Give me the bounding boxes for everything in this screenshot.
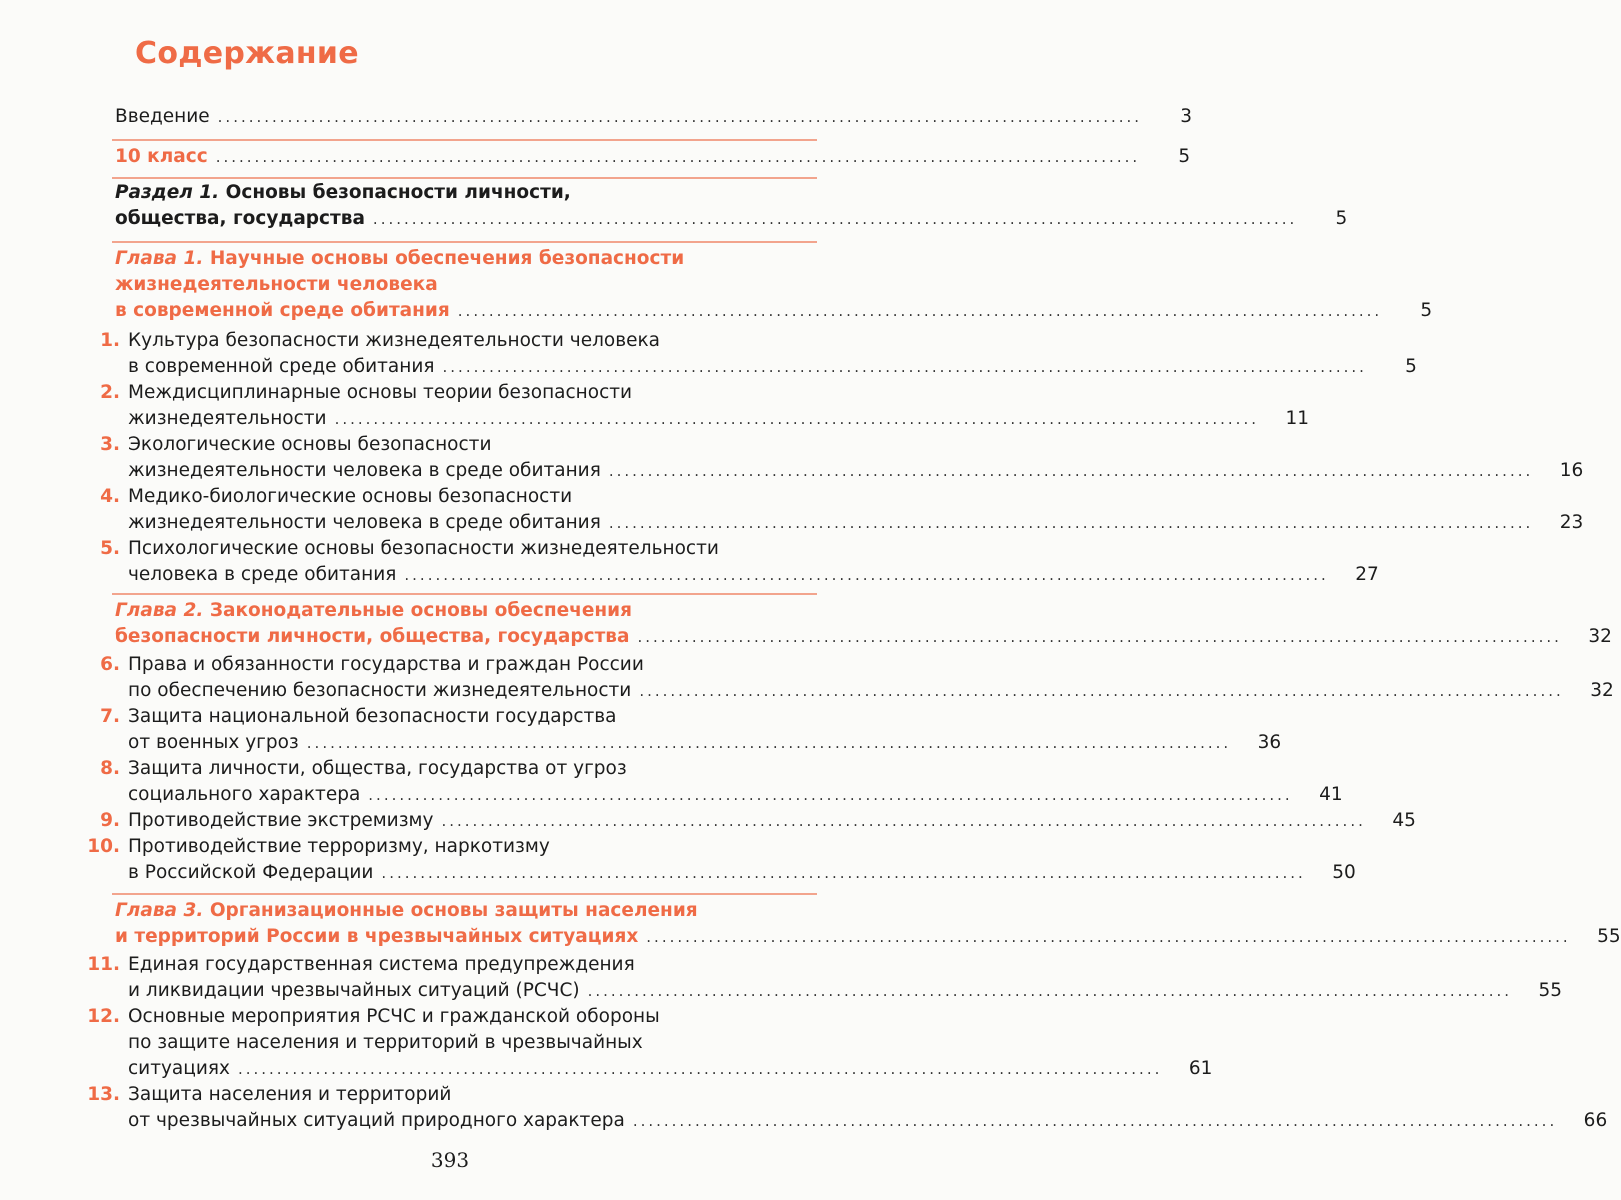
item-number: 1. [100, 330, 120, 351]
leader-dots: ....................................................................................................................... [381, 864, 1306, 882]
toc-item-4-line2[interactable] [128, 510, 1584, 536]
divider [112, 893, 817, 895]
item-title-line: ситуациях [128, 1058, 230, 1079]
chapter-title-line1: Научные основы обеспечения безопасности [209, 248, 685, 269]
item-number: 7. [100, 706, 120, 727]
leader-dots: ....................................................................................................................... [368, 786, 1293, 804]
item-title-line: Медико-биологические основы безопасности [128, 486, 573, 507]
item-number: 12. [87, 1006, 120, 1027]
toc-item-4-line1[interactable] [128, 484, 815, 510]
entry-page: 61 [1188, 1058, 1213, 1079]
item-title-line: Права и обязанности государства и граждан России [128, 654, 644, 675]
toc-item-12-line3[interactable] [128, 1056, 1213, 1082]
leader-dots: ....................................................................................................................... [637, 628, 1562, 646]
item-title-line: человека в среде обитания [128, 564, 397, 585]
item-title-line: и ликвидации чрезвычайных ситуаций (РСЧС) [128, 980, 580, 1001]
toc-item-6-line2[interactable] [128, 678, 1614, 704]
chapter-title-line2: и территорий России в чрезвычайных ситуациях [115, 926, 639, 947]
chapter-title-line2: безопасности личности, общества, государства [115, 626, 630, 647]
chapter-title-line3: в современной среде обитания [115, 300, 450, 321]
item-title-line: Междисциплинарные основы теории безопасности [128, 382, 633, 403]
leader-dots: ....................................................................................................................... [306, 734, 1232, 752]
leader-dots: ....................................................................................................................... [404, 566, 1329, 584]
item-title-line: по обеспечению безопасности жизнедеятельности [128, 680, 632, 701]
toc-item-2-line1[interactable] [128, 380, 815, 406]
toc-chapter2-line1[interactable] [115, 598, 815, 624]
entry-page: 23 [1559, 512, 1584, 533]
entry-page: 5 [1178, 146, 1191, 167]
toc-entry-grade[interactable] [115, 144, 1191, 170]
toc-item-7-line1[interactable] [128, 704, 815, 730]
toc-chapter3-line2[interactable] [115, 924, 1621, 950]
toc-entry-intro[interactable] [115, 104, 1193, 130]
item-title-line: Экологические основы безопасности [128, 434, 492, 455]
leader-dots: ....................................................................................................................... [441, 812, 1366, 830]
item-title-line: жизнедеятельности [128, 408, 327, 429]
entry-page: 11 [1285, 408, 1309, 429]
toc-item-7-line2[interactable] [128, 730, 1282, 756]
leader-dots: ....................................................................................................................... [217, 108, 1143, 126]
toc-item-6-line1[interactable] [128, 652, 815, 678]
toc-chapter1-line1[interactable] [115, 246, 815, 272]
toc-item-2-line2[interactable] [128, 406, 1309, 432]
entry-page: 5 [1420, 300, 1433, 321]
entry-page: 50 [1332, 862, 1356, 883]
toc-item-3-line1[interactable] [128, 432, 815, 458]
item-title-line: по защите населения и территорий в чрезвычайных [128, 1032, 643, 1053]
divider [112, 139, 817, 141]
item-title-line: Психологические основы безопасности жизнедеятельности [128, 538, 719, 559]
toc-item-3-line2[interactable] [128, 458, 1584, 484]
leader-dots: ....................................................................................................................... [442, 358, 1367, 376]
leader-dots: ....................................................................................................................... [237, 1060, 1163, 1078]
leader-dots: ....................................................................................................................... [457, 302, 1383, 320]
page-title: Содержание [135, 36, 359, 71]
item-number: 11. [87, 954, 120, 975]
toc-section1-line2[interactable] [115, 206, 1348, 232]
item-number: 2. [100, 382, 120, 403]
leader-dots: ....................................................................................................................... [215, 148, 1141, 166]
item-number: 3. [100, 434, 120, 455]
item-number: 8. [100, 758, 120, 779]
entry-label: Введение [115, 106, 210, 127]
item-title-line: Защита национальной безопасности государства [128, 706, 617, 727]
item-title-line: Защита населения и территорий [128, 1084, 452, 1105]
chapter-prefix: Глава 1. [115, 248, 204, 269]
divider [112, 593, 817, 595]
item-title-line: в современной среде обитания [128, 356, 435, 377]
item-title-line: Противодействие экстремизму [128, 810, 434, 831]
leader-dots: ....................................................................................................................... [372, 210, 1298, 228]
item-number: 13. [87, 1084, 120, 1105]
section-title-line1: Основы безопасности личности, [225, 182, 571, 203]
item-number: 9. [100, 810, 120, 831]
page-number: 393 [430, 1148, 470, 1172]
item-number: 5. [100, 538, 120, 559]
chapter-title-line1: Организационные основы защиты населения [209, 900, 698, 921]
item-title-line: Культура безопасности жизнедеятельности человека [128, 330, 661, 351]
leader-dots: ....................................................................................................................... [632, 1112, 1558, 1130]
toc-item-13-line1[interactable] [128, 1082, 815, 1108]
leader-dots: ....................................................................................................................... [334, 410, 1259, 428]
section-title-line2: общества, государства [115, 208, 365, 229]
entry-page: 27 [1355, 564, 1379, 585]
divider [112, 177, 817, 179]
section-prefix: Раздел 1. [115, 182, 220, 203]
item-title-line: Основные мероприятия РСЧС и гражданской обороны [128, 1006, 660, 1027]
item-title-line: социального характера [128, 784, 361, 805]
toc-chapter3-line1[interactable] [115, 898, 815, 924]
toc-item-9-line1[interactable] [128, 808, 1416, 834]
toc-chapter1-line3[interactable] [115, 298, 1433, 324]
entry-page: 32 [1590, 680, 1614, 701]
entry-page: 5 [1405, 356, 1417, 377]
item-title-line: жизнедеятельности человека в среде обитания [128, 512, 601, 533]
leader-dots: ....................................................................................................................... [587, 982, 1513, 1000]
item-title-line: от чрезвычайных ситуаций природного характера [128, 1110, 625, 1131]
entry-page: 55 [1538, 980, 1563, 1001]
item-title-line: жизнедеятельности человека в среде обитания [128, 460, 601, 481]
toc-item-8-line1[interactable] [128, 756, 815, 782]
toc-item-11-line1[interactable] [128, 952, 815, 978]
toc-item-11-line2[interactable] [128, 978, 1563, 1004]
item-title-line: в Российской Федерации [128, 862, 374, 883]
toc-item-12-line2[interactable] [128, 1030, 815, 1056]
toc-chapter1-line2 [115, 272, 815, 298]
leader-dots: ....................................................................................................................... [608, 514, 1534, 532]
entry-page: 45 [1392, 810, 1416, 831]
toc-item-8-line2[interactable] [128, 782, 1343, 808]
leader-dots: ....................................................................................................................... [608, 462, 1534, 480]
item-number: 6. [100, 654, 120, 675]
entry-page: 16 [1559, 460, 1584, 481]
entry-page: 5 [1335, 208, 1348, 229]
entry-page: 32 [1588, 626, 1612, 647]
entry-page: 66 [1583, 1110, 1608, 1131]
item-title-line: Противодействие терроризму, наркотизму [128, 836, 550, 857]
toc-chapter2-line2[interactable] [115, 624, 1612, 650]
leader-dots: ....................................................................................................................... [639, 682, 1564, 700]
item-number: 4. [100, 486, 120, 507]
toc-item-5-line1[interactable] [128, 536, 815, 562]
entry-page: 3 [1180, 106, 1193, 127]
leader-dots: ....................................................................................................................... [646, 928, 1571, 946]
toc-item-10-line2[interactable] [128, 860, 1356, 886]
entry-label: 10 класс [115, 146, 208, 167]
toc-item-10-line1[interactable] [128, 834, 815, 860]
entry-page: 36 [1257, 732, 1282, 753]
divider [112, 241, 817, 243]
toc-item-1-line1[interactable] [128, 328, 815, 354]
toc-item-1-line2[interactable] [128, 354, 1417, 380]
chapter-prefix: Глава 3. [115, 900, 204, 921]
item-title-line: Единая государственная система предупреждения [128, 954, 635, 975]
entry-page: 55 [1597, 926, 1621, 947]
entry-page: 41 [1319, 784, 1343, 805]
chapter-prefix: Глава 2. [115, 600, 204, 621]
item-number: 10. [87, 836, 120, 857]
item-title-line: Защита личности, общества, государства от угроз [128, 758, 627, 779]
item-title-line: от военных угроз [128, 732, 299, 753]
toc-section1-line1[interactable] [115, 180, 815, 206]
toc-item-5-line2[interactable] [128, 562, 1379, 588]
chapter-title-line2: жизнедеятельности человека [115, 274, 438, 295]
toc-item-13-line2[interactable] [128, 1108, 1608, 1134]
toc-item-12-line1[interactable] [128, 1004, 815, 1030]
chapter-title-line1: Законодательные основы обеспечения [209, 600, 633, 621]
